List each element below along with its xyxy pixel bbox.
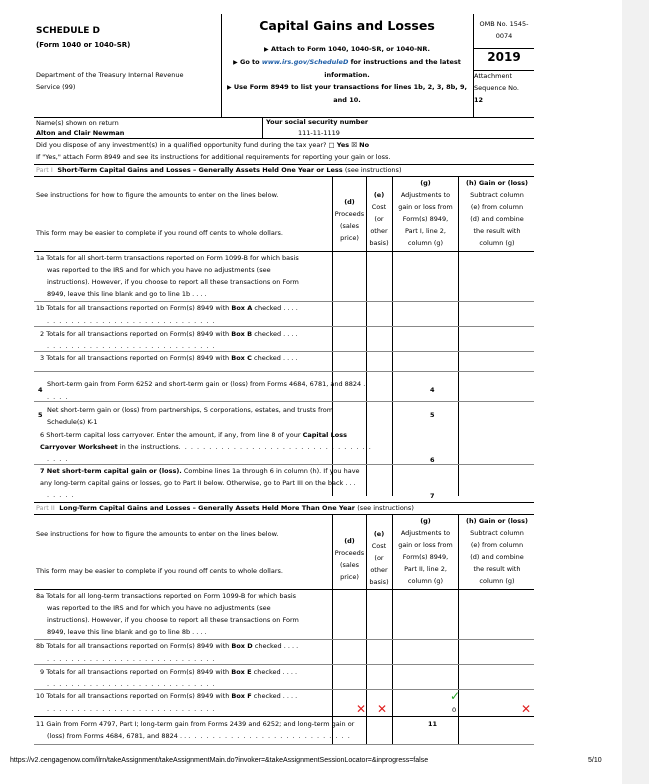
line-9: 9 Totals for all transactions reported on Form(s) 8949 with Box E checked . . . . [40,668,298,676]
line-6-box-number: 6 [430,456,435,464]
dot-leader: . . . . . . . . . . . . . . . . . . . . . . . . . . . . [47,680,216,688]
divider [34,716,534,717]
page-number: 5/10 [588,757,602,764]
divider [474,70,534,71]
line-4: Short-term gain from Form 6252 and short-term gain or (loss) from Forms 4684, 6781, and 8824 . [47,380,366,388]
taxpayer-name: Alton and Clair Newman [36,129,125,137]
line-5: Net short-term gain or (loss) from partnerships, S corporations, estates, and trusts from Schedule(s) K-1 [47,406,334,426]
incorrect-x-icon: ✕ [377,702,388,716]
triangle-icon: ▶ [264,46,269,53]
line-10-col-g-value[interactable]: 0 [452,706,457,714]
line-3: 3 Totals for all transactions reported on Form(s) 8949 with Box C checked . . . . [40,354,298,362]
triangle-icon: ▶ [227,84,232,91]
header-left [36,26,220,93]
col-d-header: (d) Proceeds (sales price) [334,537,365,581]
header-center [222,18,472,106]
line-7-box-number: 7 [430,492,435,500]
col-g-header: (g) Adjustments to gain or loss from Form(s) 8949, Part I, line 2, column (g) [398,179,453,247]
line-2: 2 Totals for all transactions reported on Form(s) 8949 with Box B checked . . . . [40,330,298,338]
part2-see-instructions: See instructions for how to figure the amounts to enter on the lines below. [36,530,279,538]
form-title: Capital Gains and Losses [259,18,435,33]
part1-see-instructions: See instructions for how to figure the amounts to enter on the lines below. [36,191,279,199]
divider [474,48,534,49]
name-label: Name(s) shown on return [36,119,119,127]
part1-round-note: This form may be easier to complete if you round off cents to whole dollars. [36,229,283,237]
instruction-1: ▶ Attach to Form 1040, 1040-SR, or 1040-NR. [264,45,430,53]
header-right [474,18,534,106]
omb-number: OMB No. 1545- 0074 [479,20,529,40]
taxpayer-ssn: 111-11-1119 [298,129,340,137]
line-1b: 1b Totals for all transactions reported on Form(s) 8949 with Box A checked . . . . [36,304,298,312]
department: Department of the Treasury Internal Revenue Service (99) [36,71,184,91]
instruction-2: ▶ Go to www.irs.gov/ScheduleD for instructions and the latest information. [233,58,461,79]
dot-leader: . . . . . . . . . . . . . . . . . . . . . . . . . . . . [47,342,216,350]
incorrect-x-icon: ✕ [356,702,367,716]
part1-heading: Part I Short-Term Capital Gains and Losses – Generally Assets Held One Year or Less (see instructions) [36,166,402,174]
dot-leader: . . . . . . . . . . . . . . . . . . . . . . . . . . . . [47,317,216,325]
line-1a: 1a Totals for all short-term transactions reported on Form 1099-B for which basis was reported to the IRS and for which you have no adjustments (see instructions). However, if you choose to report all these transactions on Form 8949, leave this line blank and go to line 1b . . . . [36,254,299,298]
yes-checkbox[interactable]: □ [328,141,335,149]
qof-question: Did you dispose of any investment(s) in a qualified opportunity fund during the tax year? □ Yes ☒ No [36,141,370,149]
col-h-header: (h) Gain or (loss) Subtract column (e) from column (d) and combine the result with column (g) [466,517,528,585]
part2-heading: Part II Long-Term Capital Gains and Losses – Generally Assets Held More Than One Year (see instructions) [36,504,414,512]
dot-leader: . . . . . . . . . . . . . . . . . . . . . . . . . . . . [47,655,216,663]
col-h-header: (h) Gain or (loss) Subtract column (e) from column (d) and combine the result with column (g) [466,179,528,247]
line-10: 10 Totals for all transactions reported on Form(s) 8949 with Box F checked . . . . [36,692,298,700]
form-number: (Form 1040 or 1040-SR) [36,41,131,49]
line-4-box-number: 4 [430,386,435,394]
line-11: 11 Gain from Form 4797, Part I; long-term gain from Forms 2439 and 6252; and long-term gain or (loss) from Forms 4684, 6781, and 8824 . . . . . . . . . . . . . . . . . . . . . . . . . . . . . [36,720,355,740]
divider [34,326,534,327]
incorrect-x-icon: ✕ [521,702,532,716]
divider [34,401,534,402]
part2-round-note: This form may be easier to complete if you round off cents to whole dollars. [36,567,283,575]
divider [262,117,263,138]
line-11-box-number: 11 [428,720,438,728]
dot-leader: . . . . [47,393,69,401]
divider [34,744,534,745]
correct-check-icon: ✓ [450,689,461,703]
triangle-icon: ▶ [233,59,238,66]
print-url: https://v2.cengagenow.com/ilrn/takeAssignment/takeAssignmentMain.do?invoker=&takeAssignmentSessionLocator=&inprogress=false [10,757,429,764]
divider [34,664,534,665]
col-d-header: (d) Proceeds (sales price) [334,198,365,242]
divider [34,371,534,372]
dot-leader: . . . . . . . . . . . . . . . . . . . . . . . . . . . . [47,705,216,713]
col-g-header: (g) Adjustments to gain or loss from Form(s) 8949, Part II, line 2, column (g) [398,517,453,585]
attachment-sequence: Attachment Sequence No. 12 [474,72,519,104]
instruction-3: ▶ Use Form 8949 to list your transactions for lines 1b, 2, 3, 8b, 9, and 10. [227,83,467,104]
line-4-number: 4 [38,386,43,394]
col-e-header: (e) Cost (or other basis) [369,191,389,247]
line-5-number: 5 [38,411,43,419]
line-7: 7 Net short-term capital gain or (loss). Combine lines 1a through 6 in column (h). If you have any long-term capital gains or losses, go to Part II below. Otherwise, go to Part III on the back . . . . . . . . [40,467,360,499]
schedule-name: SCHEDULE D [36,26,101,36]
line-5-box-number: 5 [430,411,435,419]
col-e-header: (e) Cost (or other basis) [369,530,389,586]
line-6: 6 Short-term capital loss carryover. Enter the amount, if any, from line 8 of your Capital Loss Carryover Worksheet in the instructions. . . . . . . . . . . . . . . . . . . . . . . . . . . . . . . . . . . . [40,431,372,463]
qof-followup: If "Yes," attach Form 8949 and see its instructions for additional requirements for reporting your gain or loss. [36,153,391,161]
no-checkbox[interactable]: ☒ [351,141,358,149]
ssn-label: Your social security number [266,118,369,126]
line-8b: 8b Totals for all transactions reported on Form(s) 8949 with Box D checked . . . . [36,642,299,650]
tax-year: 2019 [487,50,521,64]
line-8a: 8a Totals for all long-term transactions reported on Form 1099-B for which basis was reported to the IRS and for which you have no adjustments (see instructions). However, if you choose to report all these transactions on Form 8949, leave this line blank and go to line 8b . . . . [36,592,299,636]
scrollbar[interactable] [622,0,649,784]
irs-link[interactable]: www.irs.gov/ScheduleD [261,58,349,66]
